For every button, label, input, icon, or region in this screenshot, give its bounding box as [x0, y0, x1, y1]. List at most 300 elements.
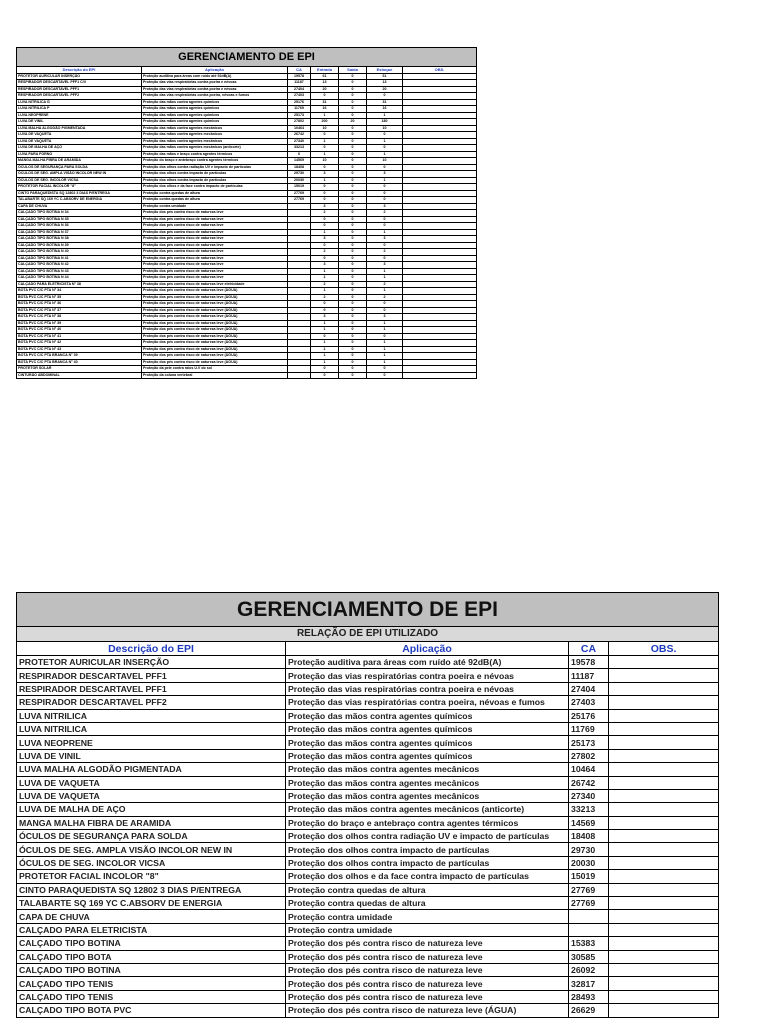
table-cell: LUVA DE VINIL [17, 119, 142, 126]
table-cell: Proteção dos pés contra risco de natureza leve (ÁGUA) [142, 288, 288, 295]
table-cell: 0 [288, 151, 311, 158]
table-cell: Proteção contra umidade [286, 910, 569, 923]
table-cell: 0 [339, 294, 367, 301]
table-cell: BOTA PVC C/C PTA N° 37 [17, 307, 142, 314]
table-cell [609, 736, 719, 749]
table-cell: 20 [311, 86, 339, 93]
table-cell: Proteção das mãos contra agentes mecânicos [286, 789, 569, 802]
table-cell: CINTO PARAQUEDISTA SQ 12802 3 DIAS P/ENTREGA [17, 190, 142, 197]
table-cell: 0 [311, 301, 339, 308]
table-cell: 32817 [569, 977, 609, 990]
table-cell: LUVA DE VAQUETA [17, 776, 286, 789]
table-cell: 0 [339, 255, 367, 262]
table-cell: Proteção dos pés contra risco de natureza leve (ÁGUA) [142, 359, 288, 366]
table-cell: 14569 [569, 816, 609, 829]
table-cell: 1 [311, 275, 339, 282]
table-cell: 3 [367, 236, 403, 243]
table-cell: Proteção dos olhos contra radiação UV e impacto de partículas [142, 164, 288, 171]
table-cell: 0 [339, 281, 367, 288]
table-cell: 14569 [288, 158, 311, 165]
table-cell: 0 [367, 366, 403, 373]
table-cell [609, 990, 719, 1003]
table-cell: 0 [367, 301, 403, 308]
table-cell: Proteção dos pés contra risco de natureza leve [142, 216, 288, 223]
table-cell: 0 [367, 145, 403, 152]
table-cell: 0 [311, 190, 339, 197]
table-cell: 25173 [288, 112, 311, 119]
table-cell: 0 [339, 236, 367, 243]
table-cell: Proteção auditiva para áreas com ruído até 92dB(A) [286, 656, 569, 669]
table-cell: 0 [339, 314, 367, 321]
table-cell: CALÇADO TIPO BOTINA N 37 [17, 229, 142, 236]
table-cell: 1 [311, 353, 339, 360]
table-cell: 0 [339, 268, 367, 275]
table-cell: 0 [367, 132, 403, 139]
table-cell: 0 [311, 164, 339, 171]
table-cell: 0 [339, 138, 367, 145]
table-cell: 1 [367, 268, 403, 275]
table-cell: Proteção dos pés contra risco de natureza leve (ÁGUA) [142, 301, 288, 308]
column-header: Estoque [367, 67, 403, 74]
table-cell: 2 [367, 294, 403, 301]
table-cell: 0 [339, 333, 367, 340]
table-cell: Proteção dos pés contra risco de natureza leve [286, 977, 569, 990]
table-cell: CALÇADO TIPO BOTINA N 40 [17, 249, 142, 256]
table-cell: 0 [367, 216, 403, 223]
column-header: OBS. [403, 67, 477, 74]
table-cell: Proteção dos pés contra risco de natureza leve (ÁGUA) [142, 320, 288, 327]
table-cell: Proteção dos pés contra risco de natureza leve [142, 255, 288, 262]
table-cell: 26742 [569, 776, 609, 789]
table-cell: LUVA NEOPRENE [17, 112, 142, 119]
table-cell: CALÇADO TIPO BOTINA N 36 [17, 223, 142, 230]
table-cell: 0 [311, 197, 339, 204]
table-cell: TALABARTE SQ 169 YC C.ABSORV DE ENERGIA [17, 897, 286, 910]
table-row [17, 883, 719, 896]
table-cell: 0 [367, 197, 403, 204]
column-header: Aplicação [142, 67, 288, 74]
table-cell: CALÇADO TIPO BOTINA N 35 [17, 216, 142, 223]
table-cell: Proteção dos pés contra risco de natureza leve (ÁGUA) [142, 353, 288, 360]
table-cell: PROTETOR SOLAR [17, 366, 142, 373]
table-cell: 0 [339, 203, 367, 210]
table-cell: 0 [339, 190, 367, 197]
table-cell: Proteção do braço e antebraço contra agentes térmicos [286, 816, 569, 829]
table-cell: 0 [339, 301, 367, 308]
table-cell: Proteção das mãos contra agentes mecânicos [286, 763, 569, 776]
table-cell: 10 [367, 125, 403, 132]
table-cell: 27403 [288, 93, 311, 100]
table-cell: 0 [311, 307, 339, 314]
table-cell: RESPIRADOR DESCARTAVEL PFF2 [17, 696, 286, 709]
table-cell [609, 749, 719, 762]
table-cell: 26629 [569, 1004, 609, 1017]
table-cell: 0 [339, 262, 367, 269]
table-cell: 0 [311, 145, 339, 152]
table-cell: 0 [311, 223, 339, 230]
table-cell: Proteção das mãos contra agentes mecânicos [142, 138, 288, 145]
table-cell: 3 [367, 314, 403, 321]
table-cell: 0 [367, 372, 403, 379]
table-cell: 1 [311, 346, 339, 353]
table-cell: 27340 [288, 138, 311, 145]
table-cell: BOTA PVC C/C PTA N° 39 [17, 320, 142, 327]
table-cell: Proteção dos pés contra risco de natureza leve (ÁGUA) [142, 346, 288, 353]
table-cell: MANGA MALHA FIBRA DE ARAMIDA [17, 816, 286, 829]
table-cell: 2 [311, 210, 339, 217]
table-cell: CALÇADO TIPO BOTINA N 42 [17, 262, 142, 269]
table-cell: 2 [311, 249, 339, 256]
table-row [17, 937, 719, 950]
column-header: Saída [339, 67, 367, 74]
table-cell: 1 [311, 112, 339, 119]
table-cell: 0 [367, 93, 403, 100]
table-cell [609, 937, 719, 950]
table-cell: 0 [339, 366, 367, 373]
table-cell: 15383 [569, 937, 609, 950]
table-row [17, 722, 719, 735]
table-cell: 3 [311, 171, 339, 178]
table-cell: LUVA DE MALHA DE AÇO [17, 145, 142, 152]
table-cell: ÓCULOS DE SEGURANÇA PARA SOLDA [17, 164, 142, 171]
table-cell: 0 [367, 255, 403, 262]
table-row [17, 736, 719, 749]
table-cell: ÓCULOS DE SEG. AMPLA VISÃO INCOLOR NEW IN [17, 843, 286, 856]
table-cell [609, 897, 719, 910]
table-cell: Proteção dos pés contra risco de natureza leve [286, 937, 569, 950]
table-cell: 20 [367, 86, 403, 93]
table-cell: RESPIRADOR DESCARTAVEL PFF1 [17, 682, 286, 695]
table-cell: Proteção das mãos contra agentes mecânicos (anticorte) [142, 145, 288, 152]
table-cell: LUVA NITRILICA [17, 709, 286, 722]
table-cell: 1 [367, 340, 403, 347]
table-cell: 33213 [288, 145, 311, 152]
table-row [17, 803, 719, 816]
table-cell [609, 963, 719, 976]
table-cell: 61 [311, 73, 339, 80]
table-cell: LUVA NEOPRENE [17, 736, 286, 749]
table-cell: ÓCULOS DE SEG. INCOLOR VICSA [17, 856, 286, 869]
table-cell: 0 [339, 125, 367, 132]
table-cell: Proteção das mãos contra agentes químicos [142, 106, 288, 113]
table-row [17, 656, 719, 669]
table-cell: 0 [367, 164, 403, 171]
table-cell: 1 [367, 353, 403, 360]
table-cell: CALÇADO TIPO BOTA [17, 950, 286, 963]
table-cell: Proteção dos pés contra risco de natureza leve [142, 275, 288, 282]
table-cell: Proteção auditiva para áreas com ruído até 92dB(A) [142, 73, 288, 80]
table-row [17, 897, 719, 910]
table-cell: Proteção das vias respiratórias contra poeira e névoas [286, 669, 569, 682]
table-cell [609, 923, 719, 936]
table-cell: 1 [367, 177, 403, 184]
table-cell: CALÇADO TIPO BOTA PVC [17, 1004, 286, 1017]
table-cell: Proteção dos olhos contra impacto de partículas [142, 171, 288, 178]
table-cell: CALÇADO TIPO BOTINA [17, 937, 286, 950]
table-cell [609, 722, 719, 735]
table-cell: RESPIRADOR DESCARTAVEL PFF1 [17, 86, 142, 93]
table-cell: 27404 [288, 86, 311, 93]
table-cell: Proteção das vias respiratórias contra poeira e névoas [142, 80, 288, 87]
table-cell: 0 [339, 229, 367, 236]
table-cell: 18408 [288, 164, 311, 171]
table-cell [609, 870, 719, 883]
table-cell: BOTA PVC C/C PTA N° 42 [17, 340, 142, 347]
table-cell: Proteção dos pés contra risco de natureza leve (ÁGUA) [142, 333, 288, 340]
table-row [17, 990, 719, 1003]
table-cell: 33213 [569, 803, 609, 816]
table-cell: 1 [367, 288, 403, 295]
table-cell: 0 [339, 210, 367, 217]
table-cell: Proteção dos pés contra risco de natureza leve [142, 223, 288, 230]
table-row [17, 789, 719, 802]
table-cell: Proteção dos pés contra risco de natureza leve [142, 210, 288, 217]
table-cell: 1 [367, 151, 403, 158]
table-cell: 3 [367, 203, 403, 210]
table-cell: Proteção das vias respiratórias contra poeira e névoas [286, 682, 569, 695]
table-cell: Proteção das mãos contra agentes químicos [286, 736, 569, 749]
table-cell: Proteção das mãos contra agentes químicos [142, 99, 288, 106]
column-header: Entrada [311, 67, 339, 74]
table-cell: Proteção contra quedas de altura [286, 897, 569, 910]
table-cell: 30585 [569, 950, 609, 963]
table-cell: 1 [311, 340, 339, 347]
table-cell: 0 [339, 177, 367, 184]
table-cell: 20030 [288, 177, 311, 184]
table-cell: LUVA PARA FORNO [17, 151, 142, 158]
table-cell: 1 [311, 268, 339, 275]
table-cell: Proteção da pele contra raios U.V do sol [142, 366, 288, 373]
table-cell: 1 [367, 138, 403, 145]
table-cell: ÓCULOS DE SEG. INCOLOR VICSA [17, 177, 142, 184]
table-cell [609, 1004, 719, 1017]
table-cell: Proteção dos pés contra risco de natureza leve [142, 229, 288, 236]
table-row [17, 923, 719, 936]
table-cell: LUVA MALHA ALGODÃO PIGMENTADA [17, 763, 286, 776]
table-row [17, 696, 719, 709]
table-cell [569, 910, 609, 923]
table-cell: 0 [339, 164, 367, 171]
table-cell: PROTETOR AURICULAR INSERÇÃO [17, 656, 286, 669]
table-cell: PROTETOR AURICULAR INSERÇÃO [17, 73, 142, 80]
table-cell: 0 [311, 366, 339, 373]
table-cell: 13 [311, 80, 339, 87]
table-cell: TALABARTE SQ 169 YC C.ABSORV DE ENERGIA [17, 197, 142, 204]
table-cell: 18408 [569, 830, 609, 843]
table-cell [609, 843, 719, 856]
table-cell: Proteção das mãos contra agentes químicos [142, 119, 288, 126]
table-cell: LUVA MALHA ALGODÃO PIGMENTADA [17, 125, 142, 132]
table-cell: 11187 [288, 80, 311, 87]
table-cell: 0 [311, 132, 339, 139]
table-cell: ÓCULOS DE SEGURANÇA PARA SOLDA [17, 830, 286, 843]
table-cell: LUVA NITRILICA G [17, 99, 142, 106]
table-cell: 25173 [569, 736, 609, 749]
table-cell: Proteção dos pés contra risco de natureza leve (ÁGUA) [142, 294, 288, 301]
table-cell: 0 [339, 288, 367, 295]
table-cell: 0 [339, 99, 367, 106]
table-cell: Proteção das mãos contra agentes químicos [286, 749, 569, 762]
table-cell: 1 [311, 177, 339, 184]
table-cell: 0 [339, 275, 367, 282]
table-cell: LUVA DE VINIL [17, 749, 286, 762]
table-cell: Proteção da coluna vertebral [142, 372, 288, 379]
table-cell: 1 [311, 138, 339, 145]
table-cell: 27802 [569, 749, 609, 762]
table-cell [609, 709, 719, 722]
table-cell: Proteção dos olhos e da face contra impacto de partículas [142, 184, 288, 191]
table-cell: BOTA PVC C/C PTA N° 36 [17, 301, 142, 308]
table-cell: 31 [311, 99, 339, 106]
table-cell: 25176 [288, 99, 311, 106]
table-cell: 1 [367, 327, 403, 334]
table-cell: CAPA DE CHUVA [17, 203, 142, 210]
table-cell: 0 [339, 346, 367, 353]
table-cell: BOTA PVC C/C PTA N° 40 [17, 327, 142, 334]
table-cell: Proteção dos pés contra risco de natureza leve [142, 268, 288, 275]
table-cell [609, 776, 719, 789]
table-cell [609, 656, 719, 669]
table-cell: CALÇADO TIPO BOTINA N 34 [17, 210, 142, 217]
table-cell [609, 803, 719, 816]
table-cell: ÓCULOS DE SEG. AMPLA VISÃO INCOLOR NEW IN [17, 171, 142, 178]
table-cell: 27403 [569, 696, 609, 709]
table-cell: Proteção contra quedas de altura [142, 197, 288, 204]
table-row [17, 749, 719, 762]
small-epi-table [16, 47, 477, 379]
table-cell: 0 [339, 171, 367, 178]
table-cell: 15019 [569, 870, 609, 883]
table-cell: Proteção contra umidade [286, 923, 569, 936]
table-cell: 3 [367, 171, 403, 178]
table-cell: 28493 [569, 990, 609, 1003]
table-cell: 11769 [288, 106, 311, 113]
table-cell: Proteção das mãos contra agentes mecânicos [142, 132, 288, 139]
table-cell: 27404 [569, 682, 609, 695]
table-cell: 2 [367, 210, 403, 217]
table-row [17, 816, 719, 829]
table-cell: 0 [339, 249, 367, 256]
table-cell: CALÇADO TIPO BOTINA N 41 [17, 255, 142, 262]
table-cell: 1 [367, 275, 403, 282]
table-cell: 1 [367, 320, 403, 327]
big-sheet-subtitle: RELAÇÃO DE EPI UTILIZADO [17, 627, 719, 642]
table-cell: LUVA NITRILICA [17, 722, 286, 735]
table-cell [609, 830, 719, 843]
column-header: Descrição do EPI [17, 67, 142, 74]
table-cell: 10 [311, 125, 339, 132]
table-cell: 0 [367, 190, 403, 197]
table-cell: 27769 [288, 197, 311, 204]
table-cell [609, 883, 719, 896]
table-cell: Proteção das mãos contra agentes químicos [142, 112, 288, 119]
table-cell [609, 696, 719, 709]
table-cell: 0 [367, 223, 403, 230]
table-cell: Proteção das mãos contra agentes mecânicos [142, 125, 288, 132]
table-cell: 0 [311, 216, 339, 223]
table-cell: CALÇADO PARA ELETRICISTA N° 38 [17, 281, 142, 288]
table-cell: 0 [339, 93, 367, 100]
table-cell: 25176 [569, 709, 609, 722]
table-cell: 3 [311, 203, 339, 210]
table-cell: Proteção dos olhos contra impacto de partículas [142, 177, 288, 184]
table-cell: RESPIRADOR DESCARTAVEL PFF1 [17, 669, 286, 682]
table-cell [609, 816, 719, 829]
table-cell: Proteção contra quedas de altura [142, 190, 288, 197]
table-cell: 0 [339, 106, 367, 113]
table-cell [403, 372, 477, 379]
table-cell: BOTA PVC C/C PTA BRANCA N° 40 [17, 359, 142, 366]
table-cell: LUVA DE VAQUETA [17, 138, 142, 145]
table-cell [609, 856, 719, 869]
table-cell: Proteção dos pés contra risco de natureza leve [286, 990, 569, 1003]
table-cell: BOTA PVC C/C PTA N° 41 [17, 333, 142, 340]
table-cell: Proteção do braço e antebraço contra agentes térmicos [142, 158, 288, 165]
table-cell [609, 789, 719, 802]
table-cell: 2 [367, 249, 403, 256]
table-cell: 1 [311, 229, 339, 236]
table-cell: 20 [339, 119, 367, 126]
table-cell: 1 [311, 288, 339, 295]
table-cell: 0 [339, 73, 367, 80]
table-cell: 10464 [569, 763, 609, 776]
table-cell: 0 [339, 307, 367, 314]
table-cell: 1 [311, 151, 339, 158]
table-cell: CINTO PARAQUEDISTA SQ 12802 3 DIAS P/ENTREGA [17, 883, 286, 896]
table-row [17, 372, 477, 379]
table-cell: 27802 [288, 119, 311, 126]
column-header: OBS. [609, 642, 719, 656]
table-cell: Proteção dos pés contra risco de natureza leve (ÁGUA) [142, 327, 288, 334]
table-cell: 0 [339, 359, 367, 366]
table-cell: 20030 [569, 856, 609, 869]
table-row [17, 950, 719, 963]
table-cell: 15019 [288, 184, 311, 191]
table-cell: LUVA DE VAQUETA [17, 132, 142, 139]
table-cell: 1 [311, 327, 339, 334]
table-cell: CALÇADO TIPO BOTINA [17, 963, 286, 976]
table-cell: CALÇADO PARA ELETRICISTA [17, 923, 286, 936]
table-cell: PROTETOR FACIAL INCOLOR "8" [17, 184, 142, 191]
table-cell: LUVA NITRILICA P [17, 106, 142, 113]
table-cell: MANGA MALHA FIBRA DE ARAMIDA [17, 158, 142, 165]
table-cell: 61 [367, 73, 403, 80]
table-cell: 0 [367, 242, 403, 249]
table-cell: 2 [311, 281, 339, 288]
table-cell: Proteção das vias respiratórias contra poeira, névoas e fumos [286, 696, 569, 709]
table-cell [569, 923, 609, 936]
table-row [17, 910, 719, 923]
table-cell: Proteção dos olhos e da face contra impacto de partículas [286, 870, 569, 883]
table-cell: Proteção dos pés contra risco de natureza leve eletricidade [142, 281, 288, 288]
small-sheet-title: GERENCIAMENTO DE EPI [17, 48, 477, 67]
table-cell: 0 [311, 93, 339, 100]
table-cell: BOTA PVC C/C PTA N° 38 [17, 314, 142, 321]
table-cell: PROTETOR FACIAL INCOLOR "8" [17, 870, 286, 883]
table-cell [609, 669, 719, 682]
table-cell: CALÇADO TIPO BOTINA N 39 [17, 242, 142, 249]
table-cell: 0 [339, 151, 367, 158]
table-cell: CALÇADO TIPO BOTINA N 44 [17, 275, 142, 282]
table-cell: CALÇADO TIPO BOTINA N 38 [17, 236, 142, 243]
table-cell: Proteção dos pés contra risco de natureza leve [142, 262, 288, 269]
table-cell: 0 [339, 242, 367, 249]
table-cell: Proteção dos pés contra risco de natureza leve [142, 242, 288, 249]
table-cell: BOTA PVC C/C PTA N° 43 [17, 346, 142, 353]
table-cell: 0 [339, 223, 367, 230]
table-cell: 0 [367, 307, 403, 314]
table-cell: Proteção dos olhos contra radiação UV e impacto de partículas [286, 830, 569, 843]
